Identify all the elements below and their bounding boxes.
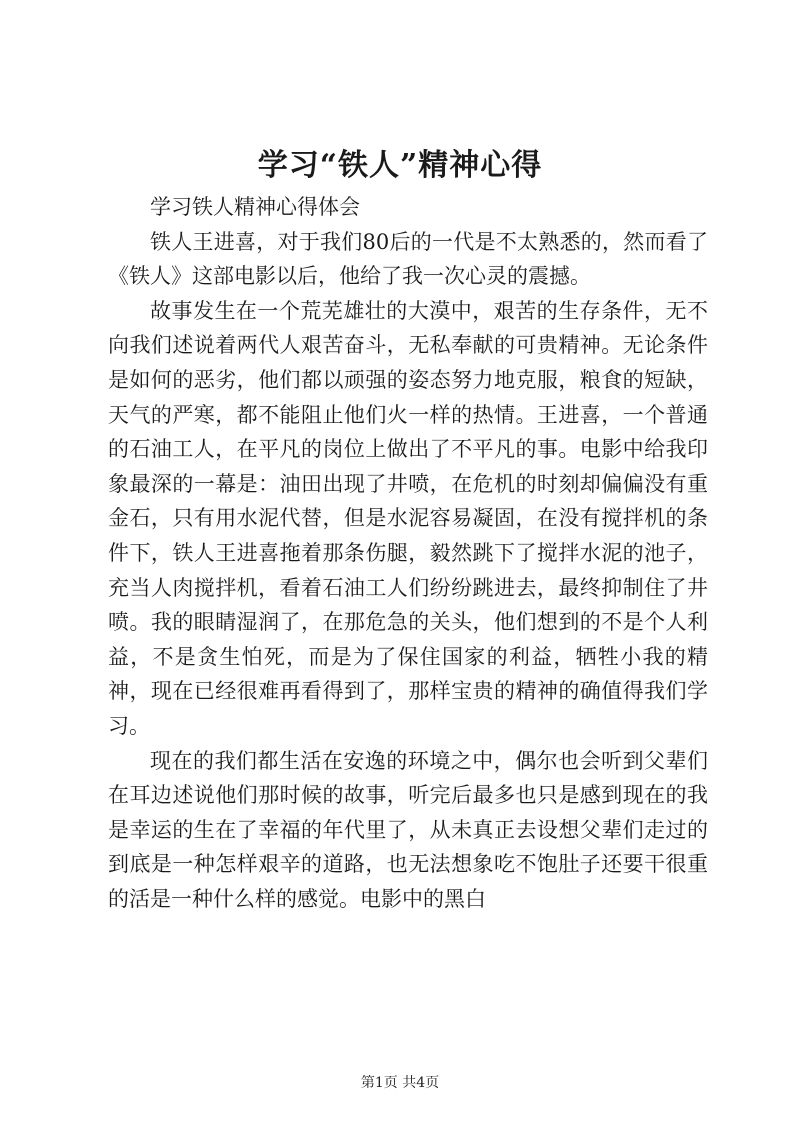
paragraph-subtitle: 学习铁人精神心得体会 [150,195,360,219]
page-footer: 第1页 共4页 [360,1075,440,1091]
paragraph-story: 故事发生在一个荒芜雄壮的大漠中，艰苦的生存条件，无不向我们述说着两代人艰苦奋斗，无私奉献的可贵精神。无论条件是如何的恶劣，他们都以顽强的姿态努力地克服，粮食的短缺，天气的严寒，都不能阻止他们火一样的热情。王进喜，一个普通的石油工人，在平凡的岗位上做出了不平凡的事。电影中给我印象最深的一幕是：油田出现了井喷，在危机的时刻却偏偏没有重金石，只有用水泥代替，但是水泥容易凝固，在没有搅拌机的条件下，铁人王进喜拖着那条伤腿，毅然跳下了搅拌水泥的池子，充当人肉搅拌机，看着石油工人们纷纷跳进去，最终抑制住了井喷。我的眼睛湿润了，在那危急的关头，他们想到的不是个人利益，不是贪生怕死，而是为了保住国家的利益，牺牲小我的精神，现在已经很难再看得到了，那样宝贵的精神的确值得我们学习。 [108,298,708,738]
paragraph-reflection: 现在的我们都生活在安逸的环境之中，偶尔也会听到父辈们在耳边述说他们那时候的故事，听完后最多也只是感到现在的我是幸运的生在了幸福的年代里了，从未真正去设想父辈们走过的到底是一种怎样艰辛的道路，也无法想象吃不饱肚子还要干很重的活是一种什么样的感觉。电影中的黑白 [108,748,708,911]
paragraph-intro: 铁人王进喜，对于我们80后的一代是不太熟悉的，然而看了《铁人》这部电影以后，他给了我一次心灵的震撼。 [108,229,708,289]
document-title: 学习“铁人”精神心得 [257,148,543,183]
document-body [108,190,708,916]
